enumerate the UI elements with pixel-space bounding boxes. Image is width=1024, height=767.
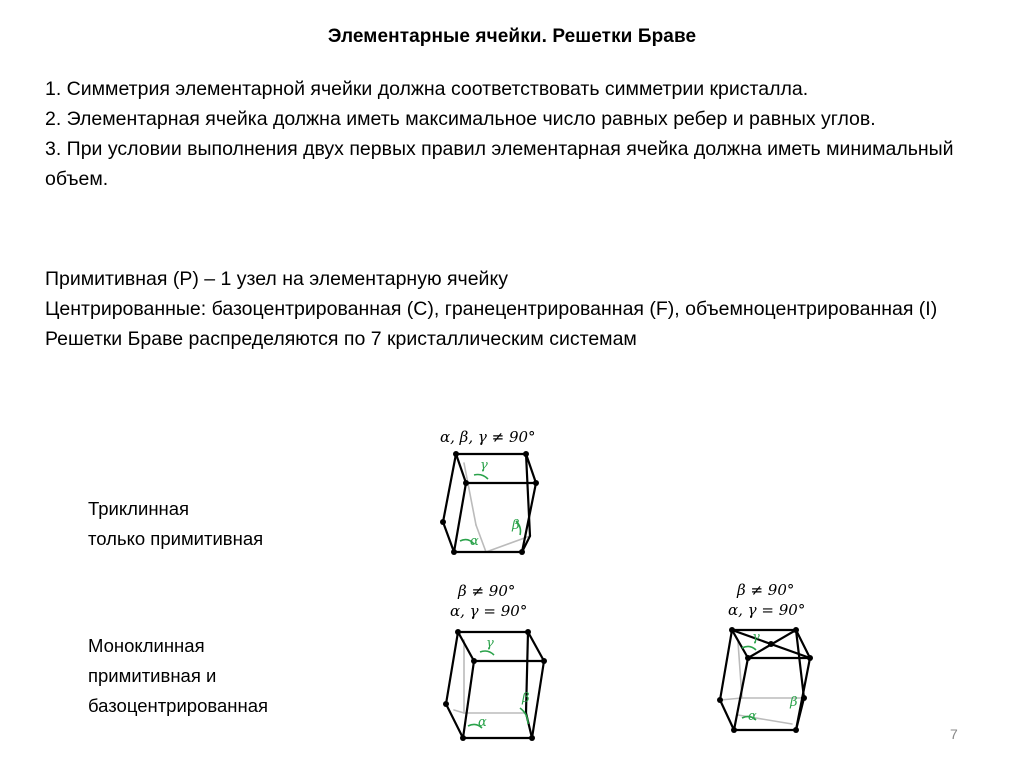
beta-angle-label: β [790, 695, 798, 710]
alpha-angle-label: α [478, 715, 487, 730]
beta-angle-label: β [522, 691, 530, 706]
gamma-angle-label: γ [480, 458, 488, 473]
gamma-angle-label: γ [486, 636, 494, 651]
mono-condition-alpha-gamma: α, γ = 90° [450, 602, 528, 620]
rule-2: 2. Элементарная ячейка должна иметь максимальное число равных ребер и равных углов. [45, 108, 876, 130]
triclinic-name: Триклинная [88, 498, 190, 519]
rule-3: 3. При условии выполнения двух первых правил элементарная ячейка должна иметь минимальный объем. [45, 138, 954, 190]
gamma-angle-label: γ [752, 630, 760, 645]
triclinic-cell-diagram [430, 445, 550, 570]
monoclinic-primitive-cell-diagram [440, 622, 560, 747]
triclinic-label [88, 494, 263, 554]
mono-base-condition-alpha-gamma: α, γ = 90° [728, 601, 806, 619]
triclinic-condition: α, β, γ ≠ 90° [440, 428, 536, 446]
monoclinic-base-centered-cell-diagram [712, 620, 832, 745]
alpha-angle-label: α [470, 534, 479, 549]
rule-1: 1. Симметрия элементарной ячейки должна соответствовать симметрии кристалла. [45, 78, 809, 100]
monoclinic-label [88, 631, 268, 721]
centered-line: Центрированные: базоцентрированная (С), гранецентрированная (F), объемноцентрированная (I) [45, 298, 938, 320]
monoclinic-desc-2: базоцентрированная [88, 695, 269, 716]
triclinic-desc: только примитивная [88, 528, 264, 549]
page-title: Элементарные ячейки. Решетки Браве [327, 26, 697, 47]
monoclinic-name: Моноклинная [88, 635, 205, 656]
lattice-types [45, 264, 985, 354]
beta-angle-label: β [512, 518, 520, 533]
systems-line: Решетки Браве распределяются по 7 кристаллическим системам [45, 328, 637, 350]
alpha-angle-label: α [748, 709, 757, 724]
mono-base-condition-beta: β ≠ 90° [737, 581, 795, 599]
page-number: 7 [950, 726, 958, 742]
monoclinic-desc-1: примитивная и [88, 665, 217, 686]
mono-condition-beta: β ≠ 90° [458, 582, 516, 600]
rules-list [45, 74, 985, 194]
primitive-line: Примитивная (Р) – 1 узел на элементарную ячейку [45, 268, 508, 290]
